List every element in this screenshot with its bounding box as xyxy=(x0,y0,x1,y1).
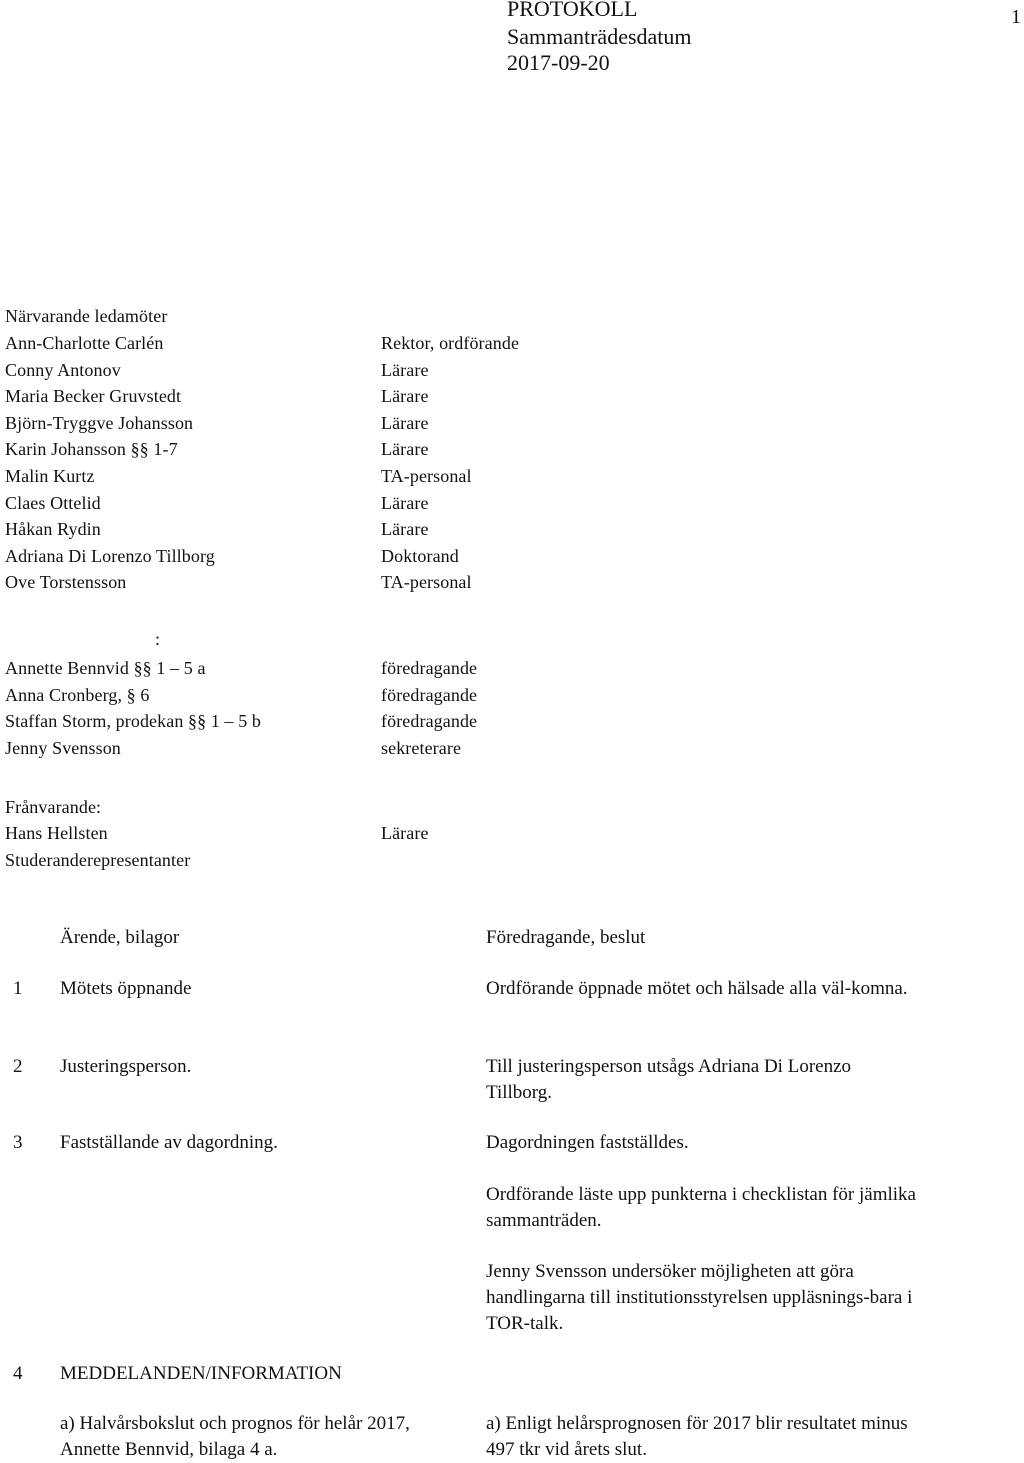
present-names xyxy=(5,330,215,596)
person-name: Annette Bennvid §§ 1 – 5 a xyxy=(5,658,206,678)
member-role: Lärare xyxy=(381,492,429,513)
member-name: Malin Kurtz xyxy=(5,465,95,486)
member-role: Lärare xyxy=(381,386,429,407)
others-roles xyxy=(381,655,477,761)
member-role: Doktorand xyxy=(381,545,459,566)
member-role: Lärare xyxy=(381,439,429,460)
item-number: 2 xyxy=(13,1056,23,1077)
person-name: Anna Cronberg, § 6 xyxy=(5,684,150,705)
member-name: Håkan Rydin xyxy=(5,519,101,540)
present-heading: Närvarande ledamöter xyxy=(5,306,168,326)
absent-names xyxy=(5,820,190,873)
others-names xyxy=(5,655,261,761)
person-role: föredragande xyxy=(381,658,478,678)
page-number: 1 xyxy=(1011,6,1021,28)
member-name: Conny Antonov xyxy=(5,359,121,380)
date-label: Sammanträdesdatum xyxy=(507,24,692,49)
member-name: Karin Johansson §§ 1-7 xyxy=(5,439,178,460)
member-name: Adriana Di Lorenzo Tillborg xyxy=(5,545,215,566)
person-role: Lärare xyxy=(381,823,429,843)
member-name: Claes Ottelid xyxy=(5,492,101,513)
item-decision: Ordförande öppnade mötet och hälsade alla väl-komna. xyxy=(486,978,908,999)
item-number: 1 xyxy=(13,978,23,999)
document-title: PROTOKOLL xyxy=(507,0,638,21)
meeting-date: 2017-09-20 xyxy=(507,50,610,75)
person-role: föredragande xyxy=(381,711,478,732)
person-name: Jenny Svensson xyxy=(5,737,121,758)
absent-roles xyxy=(381,820,429,873)
person-name: Staffan Storm, prodekan §§ 1 – 5 b xyxy=(5,711,262,732)
member-name: Ove Torstensson xyxy=(5,572,127,593)
member-role: Rektor, ordförande xyxy=(381,333,520,353)
member-role: Lärare xyxy=(381,519,429,540)
person-role xyxy=(381,847,429,874)
present-roles xyxy=(381,330,519,596)
person-role: sekreterare xyxy=(381,737,462,758)
member-role: Lärare xyxy=(381,359,429,380)
member-name: Björn-Tryggve Johansson xyxy=(5,412,194,433)
item-number: 4 xyxy=(13,1363,23,1384)
member-name: Ann-Charlotte Carlén xyxy=(5,333,164,353)
item-matter: MEDDELANDEN/INFORMATION xyxy=(60,1363,342,1384)
item-matter: Justeringsperson. xyxy=(60,1056,192,1077)
person-name: Studeranderepresentanter xyxy=(5,849,191,870)
decision-note: Ordförande läste upp punkterna i checklistan för jämlika sammanträden. xyxy=(486,1184,916,1231)
item-decision: Till justeringsperson utsågs Adriana Di Lorenzo Tillborg. xyxy=(486,1056,852,1103)
member-role: Lärare xyxy=(381,412,429,433)
member-name: Maria Becker Gruvstedt xyxy=(5,386,182,407)
sub-item-matter: a) Halvårsbokslut och prognos för helår 2017, Annette Bennvid, bilaga 4 a. xyxy=(60,1413,410,1460)
matter-column-heading: Ärende, bilagor xyxy=(60,927,180,948)
member-role: TA-personal xyxy=(381,572,472,593)
item-matter: Fastställande av dagordning. xyxy=(60,1132,278,1153)
decision-note: Jenny Svensson undersöker möjligheten att göra handlingarna till institutionsstyrelsen uppläsnings-bara i TOR-talk. xyxy=(486,1261,913,1334)
person-role: föredragande xyxy=(381,684,478,705)
item-matter: Mötets öppnande xyxy=(60,978,192,999)
decision-column-heading: Föredragande, beslut xyxy=(486,927,646,948)
sub-item-decision: a) Enligt helårsprognosen för 2017 blir resultatet minus 497 tkr vid årets slut. xyxy=(486,1413,908,1460)
absent-heading: Frånvarande: xyxy=(5,797,102,817)
item-number: 3 xyxy=(13,1132,23,1153)
member-role: TA-personal xyxy=(381,465,472,486)
others-heading: : xyxy=(155,629,161,649)
item-decision: Dagordningen fastställdes. xyxy=(486,1132,689,1153)
person-name: Hans Hellsten xyxy=(5,823,108,843)
